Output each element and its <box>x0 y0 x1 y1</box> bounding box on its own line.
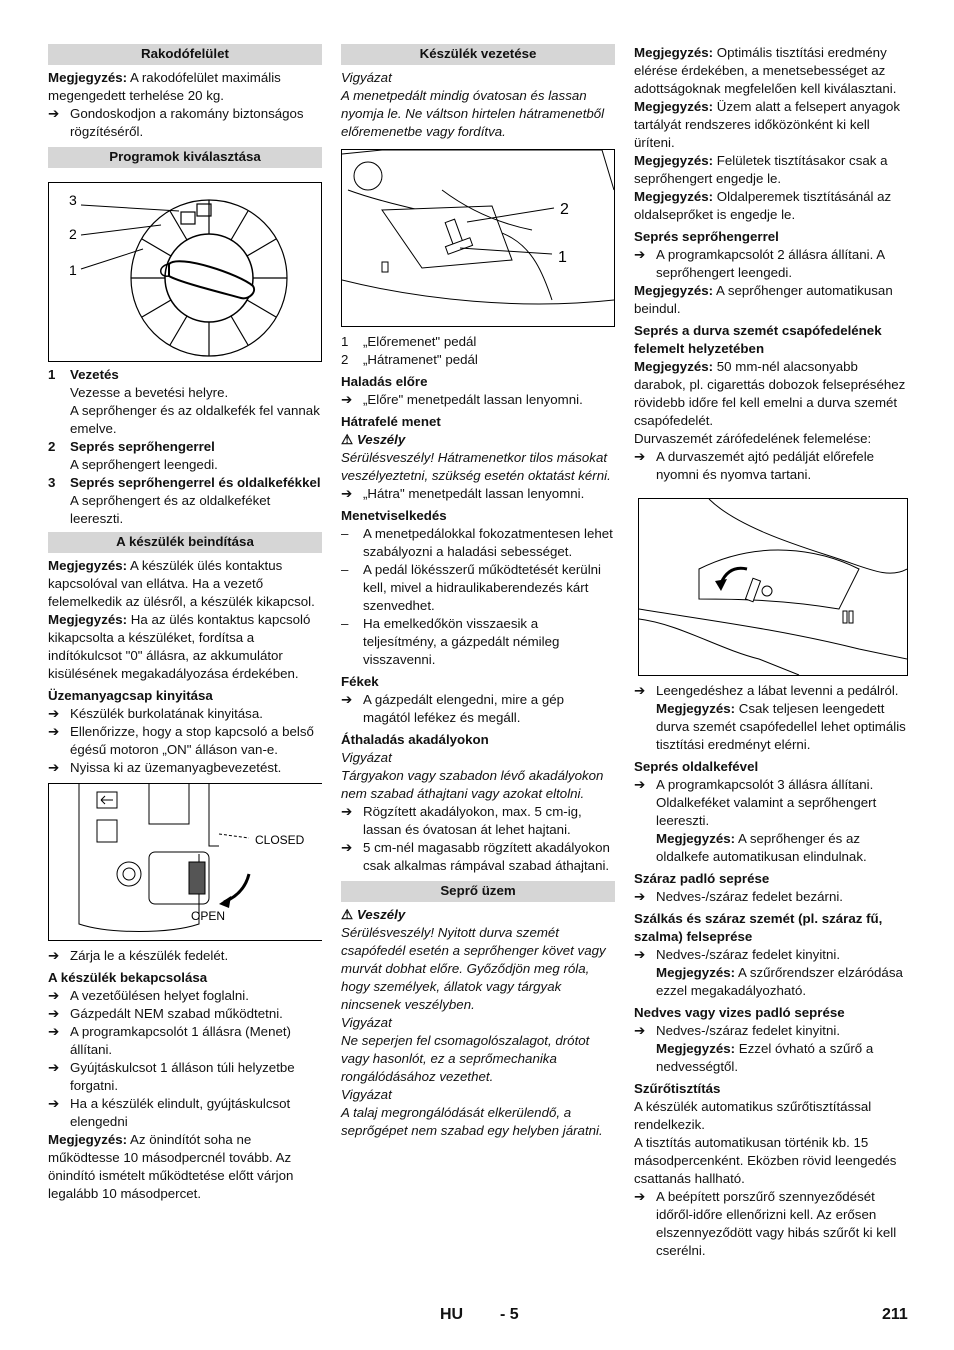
caution-label: Vigyázat <box>341 1015 392 1030</box>
fuel-valve-figure <box>48 783 322 941</box>
instruction-step: ➔ „Hátra" menetpedált lassan lenyomni. <box>341 486 585 501</box>
subheading: Seprés oldalkefével <box>634 759 759 774</box>
subheading: Szálkás és száraz szemét (pl. száraz fű, szalma) felseprése <box>634 911 883 944</box>
instruction-step: ➔ Leengedéshez a lábat levenni a pedálról. <box>634 683 899 698</box>
note: Megjegyzés: A seprőhenger automatikusan beindul. <box>634 283 893 316</box>
subheading: Üzemanyagcsap kinyitása <box>48 688 213 703</box>
column-3 <box>634 44 908 1260</box>
subheading: Fékek <box>341 674 379 689</box>
subheading: Nedves vagy vizes padló seprése <box>634 1005 845 1020</box>
caution-text: A menetpedált mindig óvatosan és lassan nyomja le. Ne váltson hirtelen hátramenetből előremenetbe vagy fordítva. <box>341 88 605 139</box>
caution-text: Tárgyakon vagy szabadon lévő akadályokon nem szabad áthajtani vagy azokat eltolni. <box>341 768 604 801</box>
subheading: A készülék bekapcsolása <box>48 970 208 985</box>
flap-pedal-figure <box>638 498 908 676</box>
danger-text: Sérülésveszély! Nyitott durva szemét csapófedél esetén a seprőhenger követ vagy murvát dobhat előre. Győződjön meg róla, hogy személyek, állatok vagy tárgyak nincsenek veszélyben. <box>341 925 606 1012</box>
instruction-step: ➔ 5 cm-nél magasabb rögzített akadályokon csak alkalmas rámpával szabad áthajtani. <box>341 840 610 873</box>
column-2 <box>341 44 615 1140</box>
subheading: Menetviselkedés <box>341 508 447 523</box>
subheading: Száraz padló seprése <box>634 871 770 886</box>
note: Megjegyzés: A készülék ülés kontaktus kapcsolóval van ellátva. Ha a vezető felemelkedik az ülésről, a készülék kikapcsol. <box>48 558 315 609</box>
instruction-step: ➔ Gondoskodjon a rakomány biztonságos rögzítéséről. <box>48 106 304 139</box>
section-heading-sepro: Seprő üzem <box>341 881 615 902</box>
instruction-step: ➔ A beépített porszűrő szennyeződését időről-időre ellenőrizni kell. Az erősen elszennyeződött vagy hibás szűrőt ki kell cserélni. <box>634 1189 897 1258</box>
figure-label: 2 <box>560 201 569 218</box>
note: Megjegyzés: Oldalperemek tisztításánál az oldalseprőket is engedje le. <box>634 189 892 222</box>
note: Megjegyzés: 50 mm-nél alacsonyabb darabok, pl. cigarettás dobozok felsepréséhez rövidebb időre fel kell emelni a durva szemét csapófedelét. <box>634 359 906 428</box>
note: Megjegyzés: Csak teljesen leengedett durva szemét csapófedellel lehet optimális tisztítási eredményt elérni. <box>656 701 906 752</box>
caution-label: Vigyázat <box>341 70 392 85</box>
footer-page: - 5 <box>500 1306 519 1323</box>
arrow-icon: ➔ <box>48 106 60 121</box>
warning-triangle-icon: ⚠ <box>341 432 353 447</box>
program-switch-figure <box>48 182 322 362</box>
instruction-step: ➔ Rögzített akadályokon, max. 5 cm-ig, lassan és óvatosan át lehet hajtani. <box>341 804 582 837</box>
danger-label: ⚠ Veszély <box>341 432 406 447</box>
subheading: Hátrafelé menet <box>341 414 441 429</box>
section-heading-beinditas: A készülék beindítása <box>48 532 322 553</box>
note: Megjegyzés: A rakodófelület maximális megengedett terhelése 20 kg. <box>48 70 281 103</box>
instruction-step: ➔ Gyújtáskulcsot 1 álláson túli helyzetbe forgatni. <box>48 1060 295 1093</box>
instruction-step: ➔ A vezetőülésen helyet foglalni. <box>48 988 249 1003</box>
warning-triangle-icon: ⚠ <box>341 907 353 922</box>
subheading: Haladás előre <box>341 374 428 389</box>
note: Megjegyzés: Felületek tisztításakor csak a seprőhengert engedje le. <box>634 153 888 186</box>
danger-label: ⚠ Veszély <box>341 907 406 922</box>
open-label: OPEN <box>191 909 226 923</box>
subheading: Seprés a durva szemét csapófedelének felemelt helyzetében <box>634 323 882 356</box>
instruction-step: ➔ Készülék burkolatának kinyitása. <box>48 706 263 721</box>
subheading: Áthaladás akadályokon <box>341 732 489 747</box>
instruction-step: ➔ Gázpedált NEM szabad működtetni. <box>48 1006 283 1021</box>
paragraph: Durvaszemét zárófedelének felemelése: <box>634 431 872 446</box>
instruction-step: ➔ Nedves-/száraz fedelet bezárni. <box>634 889 843 904</box>
section-heading-vezetes: Készülék vezetése <box>341 44 615 65</box>
section-heading-programok: Programok kiválasztása <box>48 147 322 168</box>
paragraph: A tisztítás automatikusan történik kb. 15 másodpercenként. Eközben rövid leengedés csattanás hallható. <box>634 1135 897 1186</box>
instruction-step: ➔ Nedves-/száraz fedelet kinyitni. <box>634 947 841 962</box>
note: Megjegyzés: Üzem alatt a felsepert anyagok tartályát rendszeres időközönként ki kell üríteni. <box>634 99 901 150</box>
figure-label: 3 <box>69 192 77 208</box>
legend-item: 1 „Előremenet" pedál <box>341 334 477 349</box>
list-item: – Ha emelkedőkön visszaesik a teljesítmény, a gázpedált némileg visszavenni. <box>341 616 560 667</box>
section-heading-rakodo: Rakodófelület <box>48 44 322 65</box>
instruction-step: ➔ A durvaszemét ajtó pedálját előrefele nyomni és nyomva tartani. <box>634 449 875 482</box>
note: Megjegyzés: Ezzel óvható a szűrő a nedvességtől. <box>656 1041 874 1074</box>
pedal-figure <box>341 149 615 327</box>
figure-label: 1 <box>558 249 567 266</box>
instruction-step: ➔ A programkapcsolót 2 állásra állítani. A seprőhengert leengedi. <box>634 247 885 280</box>
legend-item: 2 „Hátramenet" pedál <box>341 352 478 367</box>
note: Megjegyzés: Ha az ülés kontaktus kapcsoló kikapcsolta a készüléket, fordítsa a indítókulcsot "0" állásra, az akkumulátor kisülésének megakadályozása érdekében. <box>48 612 311 681</box>
note: Megjegyzés: A seprőhenger és az oldalkefe automatikusan elindulnak. <box>656 831 867 864</box>
list-item: – A pedál lökésszerű működtetését kerülni kell, mivel a hidraulikaberendezés kárt szenvedhet. <box>341 562 601 613</box>
instruction-step: ➔ A gázpedált elengedni, mire a gép magától lefékez és megáll. <box>341 692 565 725</box>
note: Megjegyzés: Az önindítót soha ne működtesse 10 másodpercnél tovább. Az önindító ismételt működtetése előtt várjon legalább 10 másodpercet. <box>48 1132 294 1201</box>
footer-language: HU <box>440 1306 464 1323</box>
instruction-step: ➔ A programkapcsolót 3 állásra állítani. Oldalkeféket valamint a seprőhengert leereszti. <box>634 777 877 828</box>
instruction-step: ➔ „Előre" menetpedált lassan lenyomni. <box>341 392 583 407</box>
note: Megjegyzés: A szűrőrendszer elzáródása ezzel megakadályozható. <box>656 965 903 998</box>
danger-text: Sérülésveszély! Hátramenetkor tilos másokat veszélyeztetni, szükség esetén oktatást kérni. <box>341 450 611 483</box>
instruction-step: ➔ Ellenőrizze, hogy a stop kapcsoló a belső égésű motoron „ON" álláson van-e. <box>48 724 314 757</box>
list-item: – A menetpedálokkal fokozatmentesen lehet szabályozni a haladási sebességet. <box>341 526 613 559</box>
column-1 <box>48 44 322 1203</box>
footer-page-number: 211 <box>882 1306 908 1323</box>
instruction-step: ➔ Nyissa ki az üzemanyagbevezetést. <box>48 760 282 775</box>
closed-label: CLOSED <box>255 833 305 847</box>
caution-label: Vigyázat <box>341 1087 392 1102</box>
caution-text: A talaj megrongálódását elkerülendő, a seprőgépet nem szabad egy helyben járatni. <box>341 1105 603 1138</box>
figure-label: 2 <box>69 226 77 242</box>
subheading: Szűrőtisztítás <box>634 1081 721 1096</box>
program-legend: 1 Vezetés Vezesse a bevetési helyre. A seprőhenger és az oldalkefék fel vannak emelve. 2 Seprés seprőhengerrel A seprőhengert leengedi. 3 Seprés seprőhengerrel és oldalkefékkel A seprőhengert és az oldalkeféket leereszti. <box>48 367 321 526</box>
note: Megjegyzés: Optimális tisztítási eredmény elérése érdekében, a menetsebességet az adottságoknak megfelelően kell kiválasztani. <box>634 45 897 96</box>
caution-label: Vigyázat <box>341 750 392 765</box>
caution-text: Ne seperjen fel csomagolószalagot, drótot vagy hasonlót, ez a seprőmechanika rongálódásához vezethet. <box>341 1033 590 1084</box>
instruction-step: ➔ A programkapcsolót 1 állásra (Menet) állítani. <box>48 1024 291 1057</box>
instruction-step: ➔ Ha a készülék elindult, gyújtáskulcsot elengedni <box>48 1096 291 1129</box>
instruction-step: ➔ Nedves-/száraz fedelet kinyitni. <box>634 1023 841 1038</box>
subheading: Seprés seprőhengerrel <box>634 229 779 244</box>
figure-label: 1 <box>69 262 77 278</box>
instruction-step: ➔ Zárja le a készülék fedelét. <box>48 948 229 963</box>
paragraph: A készülék automatikus szűrőtisztítással rendelkezik. <box>634 1099 872 1132</box>
